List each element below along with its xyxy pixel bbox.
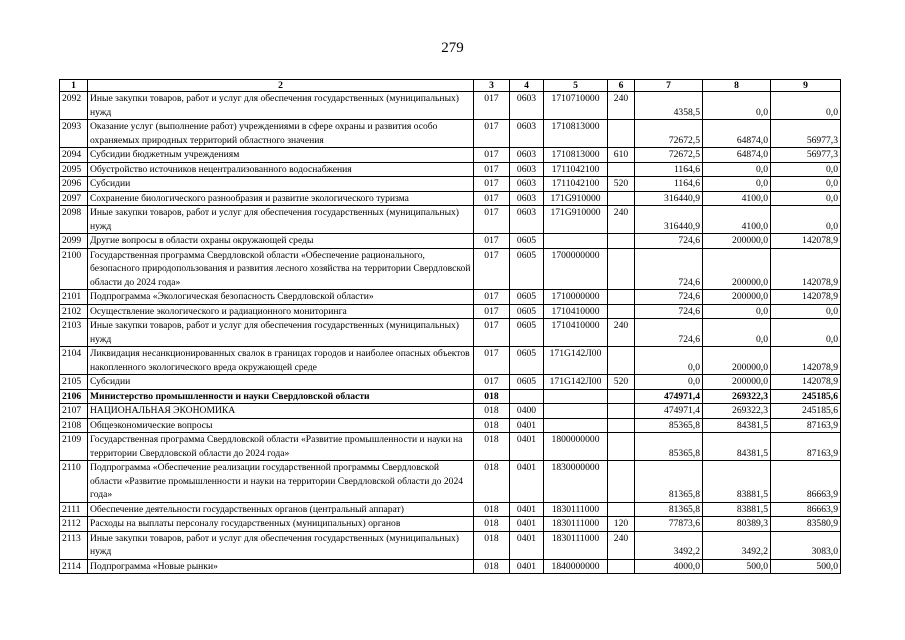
target-code-cell [544, 418, 608, 433]
ministry-code-cell: 017 [474, 347, 510, 375]
expense-type-cell: 610 [608, 148, 635, 163]
description-cell: Иные закупки товаров, работ и услуг для обеспечения государственных (муниципальных) нужд [88, 531, 474, 559]
table-row [60, 418, 841, 433]
amount-year-1-cell: 72672,5 [635, 120, 703, 148]
table-row [60, 206, 841, 234]
table-row [60, 319, 841, 347]
table-row [60, 120, 841, 148]
description-cell: Общеэкономические вопросы [88, 418, 474, 433]
row-number-cell: 2092 [60, 92, 88, 120]
amount-year-3-cell: 0,0 [771, 162, 841, 177]
expense-type-cell: 240 [608, 319, 635, 347]
section-code-cell: 0401 [510, 461, 544, 503]
amount-year-3-cell: 0,0 [771, 206, 841, 234]
amount-year-3-cell: 0,0 [771, 92, 841, 120]
amount-year-1-cell: 1164,6 [635, 177, 703, 192]
ministry-code-cell: 017 [474, 148, 510, 163]
target-code-cell: 1800000000 [544, 433, 608, 461]
amount-year-2-cell: 0,0 [703, 304, 771, 319]
description-cell: Субсидии [88, 375, 474, 390]
amount-year-3-cell: 0,0 [771, 319, 841, 347]
amount-year-2-cell: 83881,5 [703, 502, 771, 517]
row-number-cell: 2113 [60, 531, 88, 559]
budget-table [59, 79, 841, 574]
ministry-code-cell: 017 [474, 304, 510, 319]
target-code-cell: 1840000000 [544, 559, 608, 574]
description-cell: Государственная программа Свердловской области «Развитие промышленности и науки на территории Свердловской области до 2024 года» [88, 433, 474, 461]
expense-type-cell [608, 347, 635, 375]
table-row [60, 375, 841, 390]
description-cell: Расходы на выплаты персоналу государственных (муниципальных) органов [88, 517, 474, 532]
amount-year-3-cell: 142078,9 [771, 375, 841, 390]
ministry-code-cell: 017 [474, 92, 510, 120]
description-cell: Иные закупки товаров, работ и услуг для обеспечения государственных (муниципальных) нужд [88, 319, 474, 347]
amount-year-2-cell: 84381,5 [703, 418, 771, 433]
target-code-cell: 1710410000 [544, 304, 608, 319]
row-number-cell: 2102 [60, 304, 88, 319]
amount-year-2-cell: 4100,0 [703, 206, 771, 234]
description-cell: Осуществление экологического и радиационного мониторинга [88, 304, 474, 319]
table-row [60, 304, 841, 319]
expense-type-cell [608, 191, 635, 206]
amount-year-3-cell: 0,0 [771, 304, 841, 319]
page-number: 279 [441, 40, 464, 56]
column-header-1: 1 [60, 80, 88, 92]
row-number-cell: 2099 [60, 234, 88, 249]
ministry-code-cell: 017 [474, 290, 510, 305]
target-code-cell: 1830111000 [544, 502, 608, 517]
table-row [60, 502, 841, 517]
target-code-cell: 1710000000 [544, 290, 608, 305]
section-code-cell: 0603 [510, 191, 544, 206]
ministry-code-cell: 017 [474, 162, 510, 177]
expense-type-cell [608, 304, 635, 319]
amount-year-3-cell: 0,0 [771, 191, 841, 206]
table-header-row [60, 80, 841, 92]
ministry-code-cell: 017 [474, 177, 510, 192]
table-row [60, 347, 841, 375]
target-code-cell: 171G142Л00 [544, 375, 608, 390]
ministry-code-cell: 017 [474, 375, 510, 390]
target-code-cell: 1711042100 [544, 162, 608, 177]
amount-year-1-cell: 4358,5 [635, 92, 703, 120]
table-body [60, 92, 841, 574]
table-row [60, 148, 841, 163]
expense-type-cell [608, 418, 635, 433]
column-header-8: 8 [703, 80, 771, 92]
target-code-cell: 1710710000 [544, 92, 608, 120]
expense-type-cell: 240 [608, 206, 635, 234]
amount-year-2-cell: 80389,3 [703, 517, 771, 532]
description-cell: Субсидии [88, 177, 474, 192]
expense-type-cell: 520 [608, 375, 635, 390]
table-row [60, 404, 841, 419]
amount-year-2-cell: 83881,5 [703, 461, 771, 503]
ministry-code-cell: 018 [474, 404, 510, 419]
amount-year-1-cell: 316440,9 [635, 206, 703, 234]
column-header-5: 5 [544, 80, 608, 92]
section-code-cell: 0605 [510, 234, 544, 249]
amount-year-2-cell: 0,0 [703, 177, 771, 192]
section-code-cell: 0401 [510, 502, 544, 517]
amount-year-1-cell: 81365,8 [635, 502, 703, 517]
amount-year-1-cell: 85365,8 [635, 433, 703, 461]
target-code-cell: 1700000000 [544, 248, 608, 290]
ministry-code-cell: 017 [474, 234, 510, 249]
column-header-7: 7 [635, 80, 703, 92]
amount-year-1-cell: 1164,6 [635, 162, 703, 177]
row-number-cell: 2095 [60, 162, 88, 177]
description-cell: Субсидии бюджетным учреждениям [88, 148, 474, 163]
amount-year-1-cell: 316440,9 [635, 191, 703, 206]
description-cell: Оказание услуг (выполнение работ) учреждениями в сфере охраны и развития особо охраняемых природных территорий областного значения [88, 120, 474, 148]
expense-type-cell [608, 502, 635, 517]
table-row [60, 290, 841, 305]
amount-year-1-cell: 0,0 [635, 375, 703, 390]
section-code-cell: 0603 [510, 177, 544, 192]
section-code-cell [510, 389, 544, 404]
description-cell: Государственная программа Свердловской области «Обеспечение рационального, безопасного природопользования и развития лесного хозяйства на территории Свердловской области до 2024 года» [88, 248, 474, 290]
amount-year-2-cell: 0,0 [703, 319, 771, 347]
target-code-cell: 1710410000 [544, 319, 608, 347]
table-row [60, 559, 841, 574]
ministry-code-cell: 017 [474, 120, 510, 148]
amount-year-3-cell: 500,0 [771, 559, 841, 574]
table-row [60, 162, 841, 177]
amount-year-1-cell: 724,6 [635, 248, 703, 290]
section-code-cell: 0605 [510, 248, 544, 290]
amount-year-2-cell: 3492,2 [703, 531, 771, 559]
description-cell: Сохранение биологического разнообразия и развитие экологического туризма [88, 191, 474, 206]
section-code-cell: 0605 [510, 319, 544, 347]
section-code-cell: 0401 [510, 433, 544, 461]
expense-type-cell [608, 461, 635, 503]
row-number-cell: 2106 [60, 389, 88, 404]
amount-year-1-cell: 4000,0 [635, 559, 703, 574]
ministry-code-cell: 018 [474, 559, 510, 574]
amount-year-1-cell: 724,6 [635, 304, 703, 319]
amount-year-2-cell: 200000,0 [703, 248, 771, 290]
description-cell: Ликвидация несанкционированных свалок в границах городов и наиболее опасных объектов накопленного экологического вреда окружающей среде [88, 347, 474, 375]
amount-year-3-cell: 3083,0 [771, 531, 841, 559]
amount-year-2-cell: 269322,3 [703, 389, 771, 404]
target-code-cell: 1710813000 [544, 148, 608, 163]
amount-year-3-cell: 142078,9 [771, 248, 841, 290]
table-row [60, 461, 841, 503]
description-cell: Министерство промышленности и науки Свердловской области [88, 389, 474, 404]
amount-year-3-cell: 142078,9 [771, 234, 841, 249]
row-number-cell: 2107 [60, 404, 88, 419]
column-header-9: 9 [771, 80, 841, 92]
row-number-cell: 2100 [60, 248, 88, 290]
amount-year-3-cell: 87163,9 [771, 433, 841, 461]
amount-year-3-cell: 245185,6 [771, 389, 841, 404]
amount-year-2-cell: 200000,0 [703, 347, 771, 375]
amount-year-3-cell: 56977,3 [771, 148, 841, 163]
amount-year-2-cell: 64874,0 [703, 120, 771, 148]
expense-type-cell: 240 [608, 92, 635, 120]
amount-year-2-cell: 64874,0 [703, 148, 771, 163]
row-number-cell: 2104 [60, 347, 88, 375]
amount-year-3-cell: 87163,9 [771, 418, 841, 433]
amount-year-3-cell: 86663,9 [771, 502, 841, 517]
section-code-cell: 0401 [510, 531, 544, 559]
target-code-cell: 171G142Л00 [544, 347, 608, 375]
expense-type-cell: 520 [608, 177, 635, 192]
description-cell: Обеспечение деятельности государственных органов (центральный аппарат) [88, 502, 474, 517]
amount-year-1-cell: 474971,4 [635, 389, 703, 404]
expense-type-cell [608, 433, 635, 461]
amount-year-2-cell: 200000,0 [703, 290, 771, 305]
row-number-cell: 2110 [60, 461, 88, 503]
section-code-cell: 0605 [510, 304, 544, 319]
amount-year-1-cell: 3492,2 [635, 531, 703, 559]
amount-year-3-cell: 142078,9 [771, 290, 841, 305]
section-code-cell: 0603 [510, 206, 544, 234]
row-number-cell: 2098 [60, 206, 88, 234]
amount-year-2-cell: 500,0 [703, 559, 771, 574]
section-code-cell: 0603 [510, 162, 544, 177]
target-code-cell: 171G910000 [544, 206, 608, 234]
row-number-cell: 2093 [60, 120, 88, 148]
target-code-cell [544, 234, 608, 249]
expense-type-cell [608, 162, 635, 177]
expense-type-cell [608, 120, 635, 148]
column-header-4: 4 [510, 80, 544, 92]
section-code-cell: 0401 [510, 559, 544, 574]
amount-year-2-cell: 84381,5 [703, 433, 771, 461]
table-row [60, 517, 841, 532]
section-code-cell: 0605 [510, 290, 544, 305]
amount-year-1-cell: 724,6 [635, 234, 703, 249]
ministry-code-cell: 018 [474, 433, 510, 461]
target-code-cell [544, 389, 608, 404]
amount-year-1-cell: 81365,8 [635, 461, 703, 503]
table-row [60, 389, 841, 404]
section-code-cell: 0401 [510, 517, 544, 532]
target-code-cell: 1710813000 [544, 120, 608, 148]
expense-type-cell [608, 248, 635, 290]
row-number-cell: 2112 [60, 517, 88, 532]
row-number-cell: 2108 [60, 418, 88, 433]
description-cell: Подпрограмма «Новые рынки» [88, 559, 474, 574]
table-row [60, 234, 841, 249]
amount-year-1-cell: 474971,4 [635, 404, 703, 419]
amount-year-2-cell: 200000,0 [703, 375, 771, 390]
section-code-cell: 0605 [510, 347, 544, 375]
row-number-cell: 2111 [60, 502, 88, 517]
amount-year-1-cell: 0,0 [635, 347, 703, 375]
expense-type-cell [608, 559, 635, 574]
expense-type-cell: 240 [608, 531, 635, 559]
ministry-code-cell: 018 [474, 418, 510, 433]
target-code-cell: 171G910000 [544, 191, 608, 206]
ministry-code-cell: 017 [474, 191, 510, 206]
expense-type-cell: 120 [608, 517, 635, 532]
expense-type-cell [608, 234, 635, 249]
amount-year-2-cell: 200000,0 [703, 234, 771, 249]
target-code-cell: 1830111000 [544, 517, 608, 532]
ministry-code-cell: 017 [474, 248, 510, 290]
row-number-cell: 2094 [60, 148, 88, 163]
target-code-cell: 1830111000 [544, 531, 608, 559]
section-code-cell: 0605 [510, 375, 544, 390]
ministry-code-cell: 018 [474, 531, 510, 559]
table-row [60, 531, 841, 559]
amount-year-2-cell: 0,0 [703, 162, 771, 177]
row-number-cell: 2109 [60, 433, 88, 461]
target-code-cell: 1830000000 [544, 461, 608, 503]
amount-year-3-cell: 142078,9 [771, 347, 841, 375]
amount-year-2-cell: 0,0 [703, 92, 771, 120]
amount-year-3-cell: 0,0 [771, 177, 841, 192]
amount-year-3-cell: 245185,6 [771, 404, 841, 419]
description-cell: Иные закупки товаров, работ и услуг для обеспечения государственных (муниципальных) нужд [88, 206, 474, 234]
section-code-cell: 0603 [510, 92, 544, 120]
target-code-cell: 1711042100 [544, 177, 608, 192]
table-row [60, 92, 841, 120]
description-cell: НАЦИОНАЛЬНАЯ ЭКОНОМИКА [88, 404, 474, 419]
section-code-cell: 0603 [510, 120, 544, 148]
section-code-cell: 0400 [510, 404, 544, 419]
expense-type-cell [608, 404, 635, 419]
column-header-3: 3 [474, 80, 510, 92]
ministry-code-cell: 018 [474, 517, 510, 532]
amount-year-1-cell: 72672,5 [635, 148, 703, 163]
amount-year-2-cell: 269322,3 [703, 404, 771, 419]
description-cell: Подпрограмма «Обеспечение реализации государственной программы Свердловской области «Развитие промышленности и науки на территории Свердловской области до 2024 года» [88, 461, 474, 503]
table-row [60, 191, 841, 206]
amount-year-1-cell: 85365,8 [635, 418, 703, 433]
row-number-cell: 2101 [60, 290, 88, 305]
row-number-cell: 2103 [60, 319, 88, 347]
section-code-cell: 0401 [510, 418, 544, 433]
table-row [60, 433, 841, 461]
section-code-cell: 0603 [510, 148, 544, 163]
amount-year-1-cell: 724,6 [635, 290, 703, 305]
description-cell: Иные закупки товаров, работ и услуг для обеспечения государственных (муниципальных) нужд [88, 92, 474, 120]
amount-year-2-cell: 4100,0 [703, 191, 771, 206]
expense-type-cell [608, 389, 635, 404]
amount-year-3-cell: 83580,9 [771, 517, 841, 532]
ministry-code-cell: 018 [474, 461, 510, 503]
row-number-cell: 2096 [60, 177, 88, 192]
table-row [60, 248, 841, 290]
expense-type-cell [608, 290, 635, 305]
amount-year-3-cell: 86663,9 [771, 461, 841, 503]
column-header-6: 6 [608, 80, 635, 92]
amount-year-1-cell: 724,6 [635, 319, 703, 347]
ministry-code-cell: 018 [474, 502, 510, 517]
description-cell: Другие вопросы в области охраны окружающей среды [88, 234, 474, 249]
amount-year-1-cell: 77873,6 [635, 517, 703, 532]
amount-year-3-cell: 56977,3 [771, 120, 841, 148]
description-cell: Обустройство источников нецентрализованного водоснабжения [88, 162, 474, 177]
ministry-code-cell: 018 [474, 389, 510, 404]
description-cell: Подпрограмма «Экологическая безопасность Свердловской области» [88, 290, 474, 305]
table-row [60, 177, 841, 192]
row-number-cell: 2114 [60, 559, 88, 574]
ministry-code-cell: 017 [474, 319, 510, 347]
row-number-cell: 2105 [60, 375, 88, 390]
ministry-code-cell: 017 [474, 206, 510, 234]
target-code-cell [544, 404, 608, 419]
row-number-cell: 2097 [60, 191, 88, 206]
column-header-2: 2 [88, 80, 474, 92]
